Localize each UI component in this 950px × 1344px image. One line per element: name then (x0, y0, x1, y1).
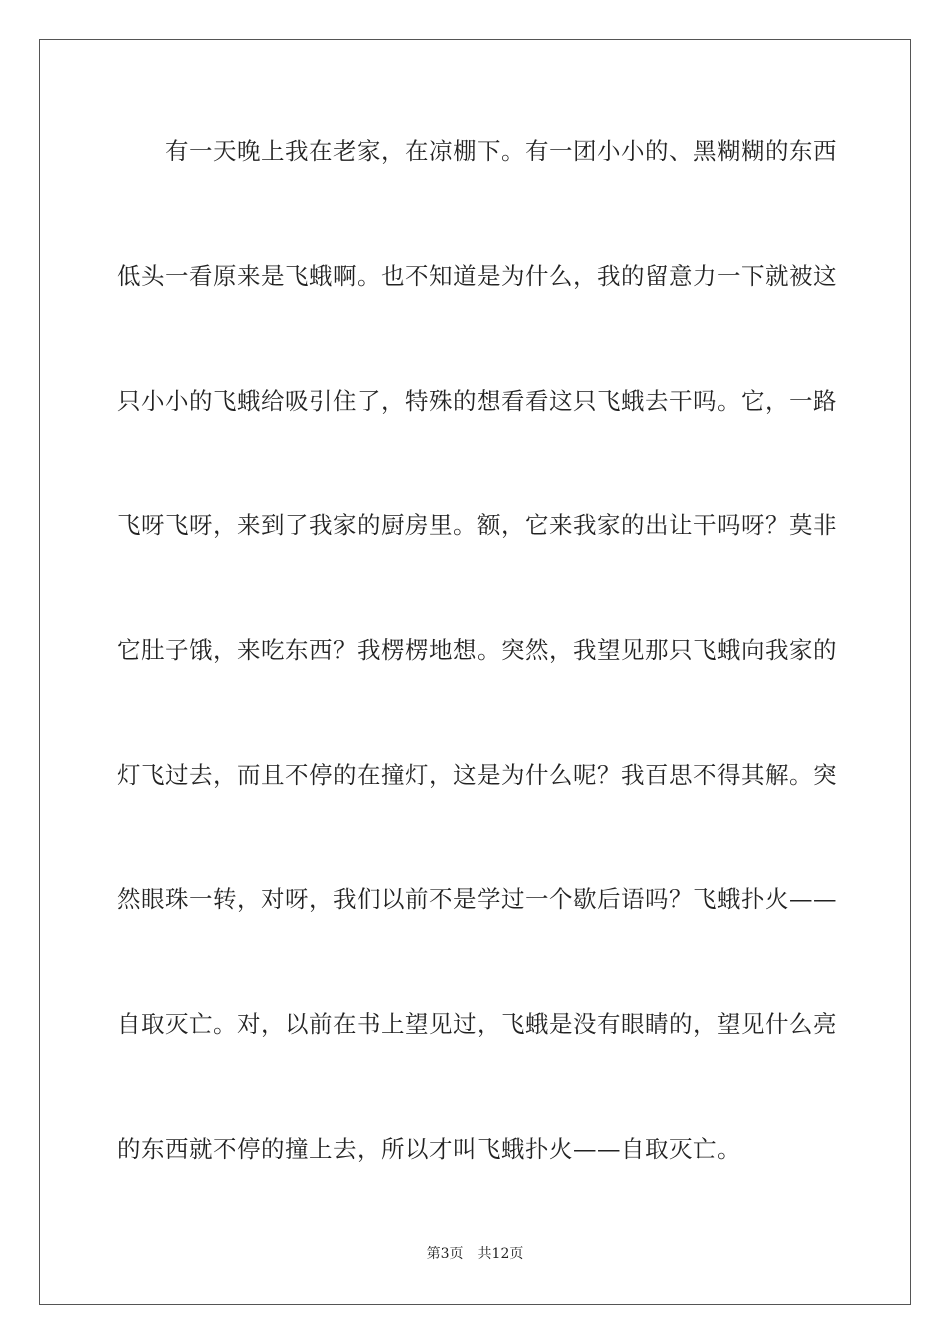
text-line: 有一天晚上我在老家，在凉棚下。有一团小小的、黑糊糊的东西 (117, 137, 837, 165)
text-line: 然眼珠一转，对呀，我们以前不是学过一个歇后语吗？飞蛾扑火—— (117, 885, 837, 913)
page-border (39, 39, 911, 1305)
page-number: 第3页 (426, 1246, 464, 1262)
text-line: 的东西就不停的撞上去，所以才叫飞蛾扑火——自取灭亡。 (117, 1135, 741, 1163)
text-line: 低头一看原来是飞蛾啊。也不知道是为什么，我的留意力一下就被这 (117, 262, 837, 290)
text-line: 飞呀飞呀，来到了我家的厨房里。额，它来我家的出让干吗呀？莫非 (117, 511, 837, 539)
text-line: 它肚子饿，来吃东西？我楞楞地想。突然，我望见那只飞蛾向我家的 (117, 636, 837, 664)
text-line: 自取灭亡。对，以前在书上望见过，飞蛾是没有眼睛的，望见什么亮 (117, 1010, 837, 1038)
text-line: 灯飞过去，而且不停的在撞灯，这是为什么呢？我百思不得其解。突 (117, 761, 837, 789)
text-line: 只小小的飞蛾给吸引住了，特殊的想看看这只飞蛾去干吗。它，一路 (117, 387, 837, 415)
page-total: 共12页 (477, 1246, 524, 1262)
page-footer (0, 1244, 950, 1264)
